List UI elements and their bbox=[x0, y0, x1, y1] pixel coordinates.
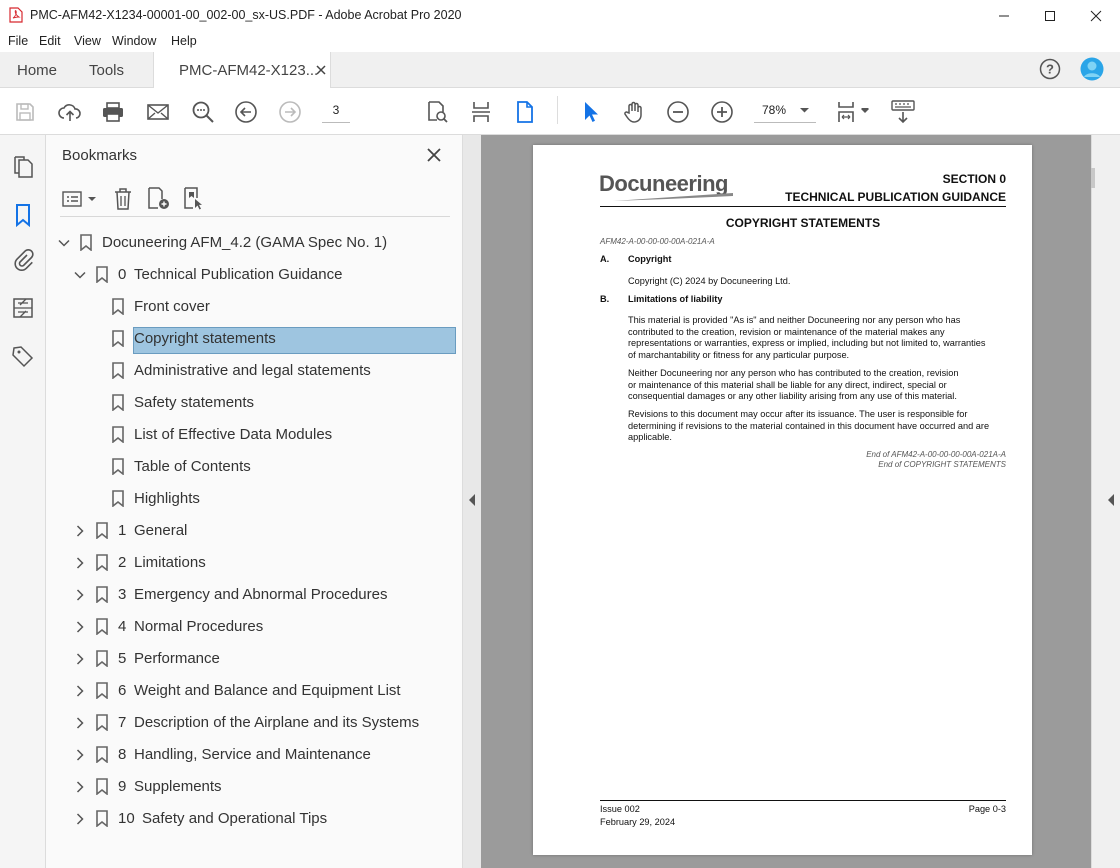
bookmark-section-7[interactable] bbox=[46, 708, 461, 738]
tags-button[interactable] bbox=[8, 341, 38, 371]
bookmark-label: Supplements bbox=[134, 778, 222, 795]
bookmark-icon bbox=[96, 746, 108, 763]
bookmark-section-4[interactable] bbox=[46, 612, 461, 642]
keyboard-download-icon bbox=[890, 99, 916, 125]
copyright-text: Copyright (C) 2024 by Docuneering Ltd. bbox=[628, 276, 791, 286]
chevron-right-icon[interactable] bbox=[74, 525, 86, 537]
minimize-button[interactable] bbox=[981, 0, 1027, 31]
collapse-left-icon[interactable] bbox=[468, 494, 476, 506]
bookmark-number: 2 bbox=[118, 554, 127, 571]
liability-line: consequential damages or any other liability arising from any use of this material. bbox=[628, 391, 957, 401]
bookmark-label: Table of Contents bbox=[134, 458, 251, 475]
chevron-right-icon[interactable] bbox=[74, 781, 86, 793]
bookmark-icon bbox=[112, 298, 124, 315]
bookmark-number: 3 bbox=[118, 586, 127, 603]
bookmarks-panel-title: Bookmarks bbox=[62, 147, 138, 164]
expand-right-pane-icon[interactable] bbox=[1107, 494, 1115, 506]
bookmark-icon bbox=[96, 650, 108, 667]
printer-icon bbox=[101, 101, 125, 123]
chevron-down-icon[interactable] bbox=[74, 269, 86, 281]
bookmark-icon bbox=[96, 810, 108, 827]
toolbar bbox=[0, 88, 1120, 135]
pdf-page bbox=[533, 145, 1032, 855]
bookmark-icon bbox=[96, 682, 108, 699]
search-icon bbox=[191, 100, 215, 124]
bookmark-number: 9 bbox=[118, 778, 127, 795]
bookmark-label: Performance bbox=[134, 650, 220, 667]
chevron-right-icon[interactable] bbox=[74, 749, 86, 761]
bookmark-label: Description of the Airplane and its Systems bbox=[134, 714, 420, 731]
scrolling-mode-button[interactable] bbox=[466, 97, 496, 127]
maximize-button[interactable] bbox=[1027, 0, 1073, 31]
para-b-title: Limitations of liability bbox=[628, 294, 723, 304]
right-pane-collapsed[interactable] bbox=[1091, 135, 1120, 868]
options-menu-icon[interactable] bbox=[62, 189, 98, 209]
menu-bar bbox=[0, 31, 1120, 52]
plus-circle-icon bbox=[710, 100, 734, 124]
fit-page-icon bbox=[835, 100, 859, 124]
tab-tools[interactable]: Tools bbox=[89, 61, 125, 79]
docuneering-logo: Docuneering bbox=[599, 171, 728, 196]
bookmark-front-cover[interactable] bbox=[46, 292, 461, 322]
bookmark-number: 7 bbox=[118, 714, 127, 731]
bookmark-safety-statements[interactable] bbox=[46, 388, 461, 418]
logo-swoosh-icon bbox=[613, 193, 733, 202]
tab-document[interactable] bbox=[153, 52, 331, 89]
close-tab-icon[interactable] bbox=[316, 65, 326, 75]
zoom-out-button[interactable] bbox=[663, 97, 693, 127]
bookmark-list-effective-data-modules[interactable] bbox=[46, 420, 461, 450]
bookmark-number: 1 bbox=[118, 522, 127, 539]
panel-splitter[interactable] bbox=[463, 135, 481, 868]
para-b-letter: B. bbox=[600, 294, 610, 304]
bookmark-icon bbox=[112, 394, 124, 411]
liability-line: or maintenance of this material shall be liable for any direct, indirect, special or bbox=[628, 379, 947, 390]
bookmark-icon bbox=[14, 203, 32, 227]
menu-window[interactable]: Window bbox=[112, 34, 157, 48]
chevron-right-icon[interactable] bbox=[74, 557, 86, 569]
issue-number: Issue 002 bbox=[600, 804, 640, 814]
bookmark-root[interactable] bbox=[46, 228, 461, 258]
bookmark-section-5[interactable] bbox=[46, 644, 461, 674]
zoom-level-select[interactable] bbox=[754, 97, 816, 123]
hand-icon bbox=[622, 100, 646, 124]
bookmark-label: Technical Publication Guidance bbox=[134, 266, 343, 283]
page-number: Page 0-3 bbox=[968, 804, 1006, 814]
bookmark-number: 10 bbox=[118, 810, 135, 827]
page-search-icon bbox=[425, 100, 449, 124]
chevron-right-icon[interactable] bbox=[74, 653, 86, 665]
liability-line: representations or warranties, express or implied, including but not limited to, warranties bbox=[628, 338, 986, 348]
bookmark-label: General bbox=[134, 522, 188, 539]
bookmark-copyright-statements[interactable] bbox=[46, 324, 461, 354]
delete-bookmark-icon[interactable] bbox=[112, 187, 134, 211]
close-panel-icon[interactable] bbox=[424, 145, 444, 165]
print-button[interactable] bbox=[98, 97, 128, 127]
save-button[interactable] bbox=[10, 97, 40, 127]
revision-line: Revisions to this document may occur after its issuance. The user is responsible for bbox=[628, 409, 968, 419]
chevron-down-icon[interactable] bbox=[58, 237, 70, 249]
chevron-right-icon[interactable] bbox=[74, 813, 86, 825]
bookmark-icon bbox=[96, 714, 108, 731]
bookmark-icon bbox=[96, 554, 108, 571]
envelope-icon bbox=[146, 102, 170, 122]
arrow-cursor-icon bbox=[580, 100, 600, 124]
bookmark-icon bbox=[96, 618, 108, 635]
svg-text:?: ? bbox=[1046, 61, 1054, 77]
bookmarks-panel-button[interactable] bbox=[8, 200, 38, 230]
search-document-button[interactable] bbox=[422, 97, 452, 127]
keyboard-tools-button[interactable] bbox=[888, 97, 918, 127]
para-a-letter: A. bbox=[600, 254, 610, 264]
bookmark-section-8[interactable] bbox=[46, 740, 461, 770]
pages-icon bbox=[12, 155, 34, 179]
bookmark-section-10[interactable] bbox=[46, 804, 461, 834]
para-a-title: Copyright bbox=[628, 254, 672, 264]
pdf-app-icon bbox=[9, 7, 23, 23]
section-title: TECHNICAL PUBLICATION GUIDANCE bbox=[785, 190, 1006, 204]
bookmark-label: Administrative and legal statements bbox=[134, 362, 371, 379]
bookmark-icon bbox=[96, 522, 108, 539]
single-page-icon bbox=[514, 100, 536, 124]
chevron-right-icon[interactable] bbox=[74, 717, 86, 729]
page-heading: COPYRIGHT STATEMENTS bbox=[725, 216, 881, 230]
bookmarks-panel bbox=[46, 135, 463, 868]
page-fit-button[interactable] bbox=[832, 97, 862, 127]
bookmark-label: Normal Procedures bbox=[134, 618, 264, 635]
bookmark-section-6[interactable] bbox=[46, 676, 461, 706]
left-navigation-rail bbox=[0, 135, 46, 868]
minus-circle-icon bbox=[666, 100, 690, 124]
liability-line: of marchantability or fitness for any particular purpose. bbox=[628, 349, 850, 360]
liability-line: Neither Docuneering nor any person who has contributed to the creation, revision bbox=[628, 368, 959, 378]
bookmark-icon bbox=[80, 234, 92, 251]
menu-edit[interactable]: Edit bbox=[39, 34, 61, 48]
bookmark-number: 4 bbox=[118, 618, 127, 635]
revision-line: applicable. bbox=[628, 432, 672, 442]
menu-view[interactable]: View bbox=[74, 34, 101, 48]
email-button[interactable] bbox=[143, 97, 173, 127]
close-window-button[interactable] bbox=[1073, 0, 1119, 31]
chevron-right-icon[interactable] bbox=[74, 685, 86, 697]
revision-line: determining if revisions to the material contained in this document have occurred and are bbox=[628, 420, 990, 431]
bookmark-label: Handling, Service and Maintenance bbox=[134, 746, 371, 763]
bookmark-label: Front cover bbox=[134, 298, 210, 315]
section-number: SECTION 0 bbox=[942, 172, 1006, 186]
tag-icon bbox=[11, 344, 35, 368]
bookmark-label: Emergency and Abnormal Procedures bbox=[134, 586, 388, 603]
scroll-mode-icon bbox=[469, 100, 493, 124]
single-page-view-button[interactable] bbox=[510, 97, 540, 127]
find-bookmark-icon[interactable] bbox=[182, 186, 208, 212]
bookmark-section-9[interactable] bbox=[46, 772, 461, 802]
next-page-button[interactable] bbox=[275, 97, 305, 127]
bookmark-number: 8 bbox=[118, 746, 127, 763]
bookmark-label: Safety and Operational Tips bbox=[142, 810, 328, 827]
bookmark-icon bbox=[96, 266, 108, 283]
zoom-chevron-down-icon bbox=[800, 107, 809, 114]
bookmark-label: Weight and Balance and Equipment List bbox=[134, 682, 401, 699]
cloud-upload-icon bbox=[58, 101, 82, 123]
tab-document-label: PMC-AFM42-X123... bbox=[179, 62, 319, 79]
bookmark-label: Limitations bbox=[134, 554, 206, 571]
bookmark-label: Docuneering AFM_4.2 (GAMA Spec No. 1) bbox=[102, 234, 388, 251]
arrow-right-circle-icon bbox=[278, 100, 302, 124]
bookmark-icon bbox=[112, 362, 124, 379]
liability-line: contributed to the creation, revision or maintenance of the material makes any bbox=[628, 326, 945, 337]
tab-home[interactable]: Home bbox=[17, 61, 58, 79]
account-avatar-icon[interactable] bbox=[1080, 57, 1104, 81]
menu-help[interactable]: Help bbox=[171, 34, 197, 48]
bookmark-icon bbox=[96, 586, 108, 603]
fit-chevron-down-icon[interactable] bbox=[860, 107, 870, 115]
hand-tool-button[interactable] bbox=[619, 97, 649, 127]
chevron-right-icon[interactable] bbox=[74, 621, 86, 633]
bookmark-icon bbox=[112, 330, 124, 347]
liability-line: This material is provided "As is" and neither Docuneering nor any person who has bbox=[628, 315, 961, 325]
compare-icon bbox=[12, 297, 34, 319]
select-tool-button[interactable] bbox=[575, 97, 605, 127]
toolbar-divider bbox=[557, 96, 558, 124]
bookmark-icon bbox=[112, 426, 124, 443]
bookmark-section-3[interactable] bbox=[46, 580, 461, 610]
bookmark-number: 0 bbox=[118, 266, 127, 283]
bookmark-table-of-contents[interactable] bbox=[46, 452, 461, 482]
arrow-left-circle-icon bbox=[234, 100, 258, 124]
bookmark-section-0[interactable] bbox=[46, 260, 461, 290]
bookmark-icon bbox=[96, 778, 108, 795]
window-title: PMC-AFM42-X1234-00001-00_002-00_sx-US.PDF - Adobe Acrobat Pro 2020 bbox=[30, 8, 462, 22]
chevron-right-icon[interactable] bbox=[74, 589, 86, 601]
bookmark-number: 5 bbox=[118, 650, 127, 667]
page-thumbnails-button[interactable] bbox=[8, 152, 38, 182]
issue-date: February 29, 2024 bbox=[600, 817, 676, 827]
paperclip-icon bbox=[12, 248, 34, 272]
page-number-input[interactable]: 3 bbox=[322, 97, 350, 123]
zoom-level-value: 78% bbox=[762, 103, 787, 117]
title-bar bbox=[0, 0, 1120, 31]
bookmark-label: Safety statements bbox=[134, 394, 255, 411]
zoom-in-button[interactable] bbox=[707, 97, 737, 127]
bookmark-administrative-legal[interactable] bbox=[46, 356, 461, 386]
bookmark-highlights[interactable] bbox=[46, 484, 461, 514]
bookmark-number: 6 bbox=[118, 682, 127, 699]
bookmark-label: Copyright statements bbox=[134, 330, 276, 347]
bookmark-icon bbox=[112, 458, 124, 475]
attachments-button[interactable] bbox=[8, 245, 38, 275]
save-icon bbox=[14, 101, 36, 123]
end-of-section: End of COPYRIGHT STATEMENTS bbox=[878, 460, 1006, 469]
bookmarks-toolbar bbox=[60, 181, 450, 217]
bookmark-section-2[interactable] bbox=[46, 548, 461, 578]
bookmark-label: List of Effective Data Modules bbox=[134, 426, 333, 443]
data-module-code: AFM42-A-00-00-00-00A-021A-A bbox=[600, 237, 715, 246]
footer-rule bbox=[600, 800, 1006, 801]
bookmark-section-1[interactable] bbox=[46, 516, 461, 546]
find-button[interactable] bbox=[188, 97, 218, 127]
vertical-scrollbar-thumb[interactable] bbox=[1091, 168, 1095, 188]
menu-file[interactable]: File bbox=[8, 34, 29, 48]
layers-button[interactable] bbox=[8, 293, 38, 323]
new-bookmark-icon[interactable] bbox=[146, 186, 172, 212]
bookmark-label: Highlights bbox=[134, 490, 200, 507]
header-rule bbox=[600, 206, 1006, 207]
end-of-data-module: End of AFM42-A-00-00-00-00A-021A-A bbox=[866, 450, 1006, 459]
previous-page-button[interactable] bbox=[231, 97, 261, 127]
bookmark-icon bbox=[112, 490, 124, 507]
help-icon[interactable] bbox=[1039, 58, 1061, 80]
upload-cloud-button[interactable] bbox=[55, 97, 85, 127]
tab-bar bbox=[0, 52, 1120, 88]
